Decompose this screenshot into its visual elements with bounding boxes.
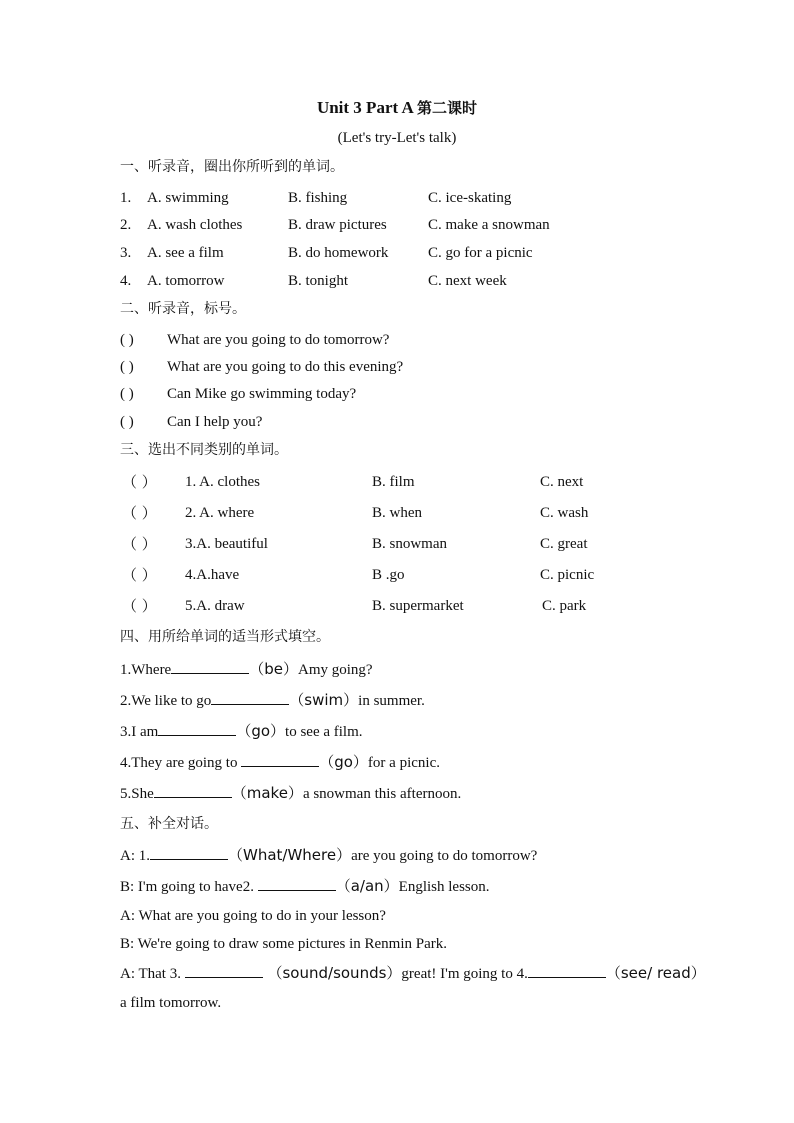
answer-blank[interactable] (211, 690, 289, 705)
fill-in-item (120, 659, 373, 680)
section2-heading: 二、听录音，标号。 (120, 301, 246, 317)
answer-blank[interactable] (150, 845, 228, 860)
option-b: B. do homework (288, 245, 389, 261)
given-word: （What/Where） (228, 846, 352, 864)
section4-heading: 四、用所给单词的适当形式填空。 (120, 629, 330, 645)
option-c: C. wash (540, 505, 589, 521)
fill-in-item (120, 752, 440, 773)
option-a: A. swimming (147, 190, 229, 206)
answer-blank[interactable] (171, 659, 249, 674)
row-number: 1. (120, 190, 132, 206)
dialogue-line: a film tomorrow. (120, 995, 222, 1011)
line-prefix: B: I'm going to have2. (120, 879, 258, 895)
item-suffix: in summer. (358, 693, 425, 709)
option-c: C. great (540, 536, 588, 552)
option-c: C. next week (428, 273, 507, 289)
item-prefix: 4.They are going to (120, 755, 242, 771)
answer-blank[interactable] (241, 752, 319, 767)
answer-blank[interactable] (258, 876, 336, 891)
answer-blank[interactable] (528, 963, 606, 978)
given-word: （be） (249, 660, 298, 678)
fill-in-item (120, 783, 461, 804)
given-word: （see/ read） (605, 964, 706, 982)
answer-bracket: （ ） (122, 535, 157, 553)
row-number: 3. (120, 245, 132, 261)
dialogue-line (120, 876, 490, 897)
option-c: C. ice-skating (428, 190, 512, 206)
option-b: B. snowman (372, 536, 447, 552)
answer-bracket: ( ) (120, 332, 134, 348)
option-a: 3.A. beautiful (185, 536, 268, 552)
answer-bracket: （ ） (122, 566, 157, 584)
item-suffix: for a picnic. (367, 755, 440, 771)
answer-bracket: （ ） (122, 504, 157, 522)
dialogue-line: B: We're going to draw some pictures in Renmin Park. (120, 936, 447, 952)
option-a: 4.A.have (185, 567, 240, 583)
dialogue-line: A: What are you going to do in your lesson? (120, 908, 386, 924)
given-word: （a/an） (335, 877, 399, 895)
dialogue-line (120, 845, 537, 866)
item-prefix: 5.She (120, 786, 154, 802)
option-b: B .go (372, 567, 405, 583)
given-word: （sound/sounds） (262, 964, 402, 982)
row-number: 4. (120, 273, 132, 289)
item-text: Can Mike go swimming today? (167, 386, 357, 402)
option-a: 5.A. draw (185, 598, 245, 614)
page-subtitle: (Let's try-Let's talk) (337, 130, 457, 146)
item-suffix: Amy going? (297, 662, 373, 678)
option-a: A. tomorrow (147, 273, 225, 289)
item-suffix: a snowman this afternoon. (302, 786, 462, 802)
given-word: （swim） (289, 691, 359, 709)
option-b: B. film (372, 474, 415, 490)
option-c: C. park (542, 598, 587, 614)
page-title (0, 97, 794, 119)
item-prefix: 3.I am (120, 724, 159, 740)
item-suffix: to see a film. (285, 724, 363, 740)
title-chinese: 第二课时 (417, 99, 478, 117)
given-word: （go） (319, 753, 368, 771)
answer-bracket: ( ) (120, 414, 134, 430)
answer-bracket: ( ) (120, 359, 134, 375)
answer-bracket: （ ） (122, 597, 157, 615)
option-c: C. go for a picnic (428, 245, 533, 261)
line-middle: great! I'm going to 4. (401, 966, 528, 982)
item-text: What are you going to do tomorrow? (167, 332, 390, 348)
option-c: C. picnic (540, 567, 595, 583)
option-c: C. make a snowman (428, 217, 550, 233)
option-a: 1. A. clothes (185, 474, 260, 490)
line-prefix: A: 1. (120, 848, 150, 864)
answer-blank[interactable] (158, 721, 236, 736)
answer-bracket: ( ) (120, 386, 134, 402)
section3-heading: 三、选出不同类别的单词。 (120, 442, 288, 458)
answer-blank[interactable] (154, 783, 232, 798)
answer-bracket: （ ） (122, 473, 157, 491)
title-english: Unit 3 Part A (316, 98, 413, 117)
option-b: B. supermarket (372, 598, 464, 614)
line-suffix: are you going to do tomorrow? (351, 848, 538, 864)
section5-heading: 五、补全对话。 (120, 816, 218, 832)
item-text: What are you going to do this evening? (167, 359, 404, 375)
dialogue-line (120, 963, 706, 984)
option-a: A. see a film (147, 245, 224, 261)
given-word: （go） (236, 722, 286, 740)
option-c: C. next (540, 474, 584, 490)
option-b: B. fishing (288, 190, 348, 206)
item-text: Can I help you? (167, 414, 263, 430)
line-suffix: English lesson. (398, 879, 490, 895)
option-b: B. tonight (288, 273, 349, 289)
line-prefix: A: That 3. (120, 966, 185, 982)
option-b: B. draw pictures (288, 217, 387, 233)
section1-heading: 一、听录音，圈出你所听到的单词。 (120, 159, 344, 175)
given-word: （make） (231, 784, 303, 802)
item-prefix: 1.Where (120, 662, 172, 678)
row-number: 2. (120, 217, 132, 233)
fill-in-item (120, 690, 425, 711)
fill-in-item (120, 721, 363, 742)
option-b: B. when (372, 505, 422, 521)
option-a: 2. A. where (185, 505, 255, 521)
item-prefix: 2.We like to go (120, 693, 212, 709)
answer-blank[interactable] (185, 963, 263, 978)
option-a: A. wash clothes (147, 217, 243, 233)
